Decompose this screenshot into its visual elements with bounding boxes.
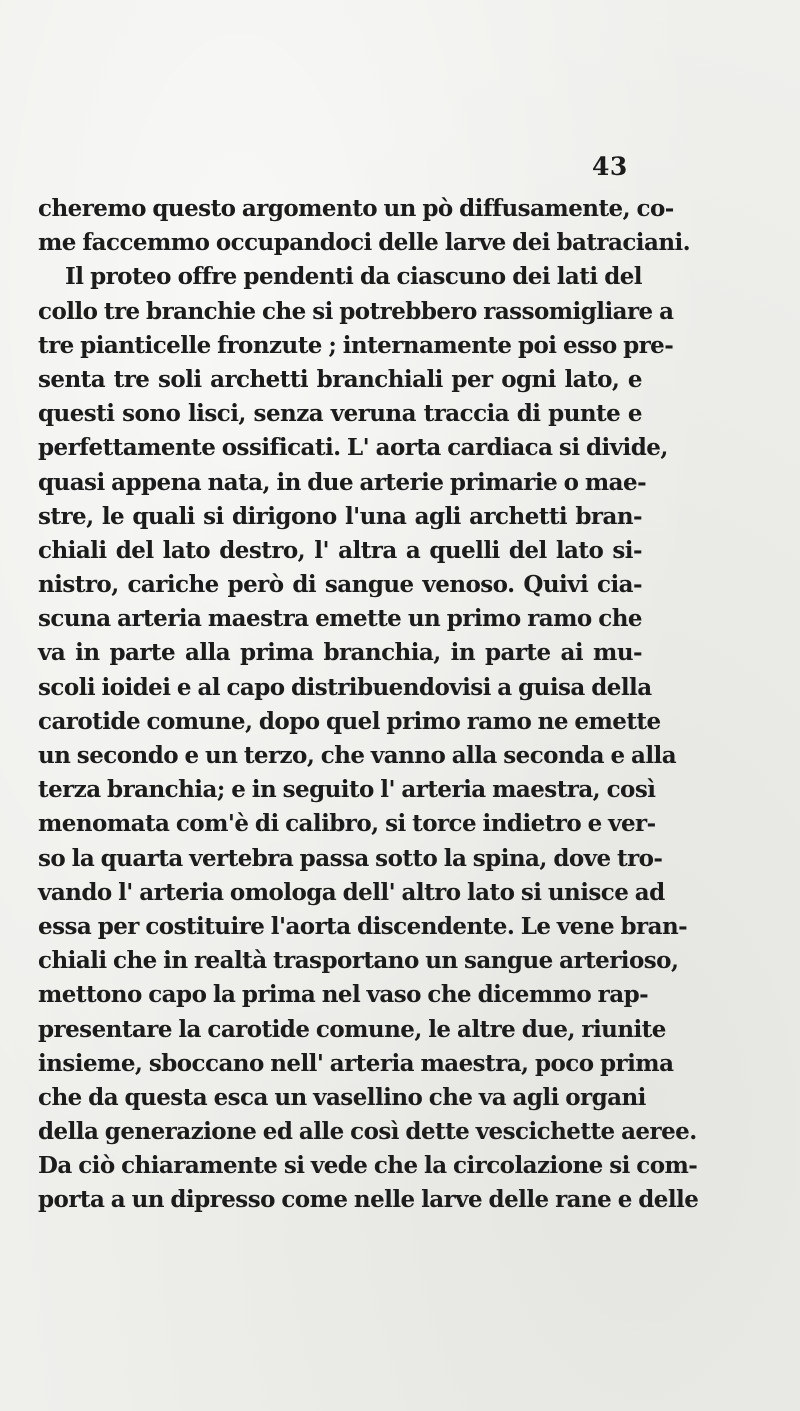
text-line: porta a un dipresso come nelle larve delle rane e delle	[38, 1186, 699, 1214]
text-line: scuna arteria maestra emette un primo ramo che	[38, 605, 642, 633]
text-line: chiali del lato destro, l' altra a quelli del lato si-	[38, 536, 642, 564]
text-line: questi sono lisci, senza veruna traccia di punte e	[38, 400, 642, 428]
text-line: stre, le quali si dirigono l'una agli archetti bran-	[38, 502, 642, 530]
text-line: Da ciò chiaramente si vede che la circolazione si com-	[38, 1152, 698, 1180]
text-line: nistro, cariche però di sangue venoso. Quivi cia-	[38, 571, 642, 599]
text-line: un secondo e un terzo, che vanno alla seconda e alla	[38, 742, 677, 769]
text-line: collo tre branchie che si potrebbero rassomigliare a	[38, 297, 674, 325]
text-line: che da questa esca un vasellino che va agli organi	[38, 1083, 646, 1111]
text-line: vando l' arteria omologa dell' altro lato si unisce ad	[38, 878, 665, 906]
text-line: senta tre soli archetti branchiali per ogni lato, e	[38, 365, 642, 393]
text-line: mettono capo la prima nel vaso che dicemmo rap-	[38, 981, 649, 1009]
text-line: terza branchia; e in seguito l' arteria maestra, così	[38, 776, 656, 804]
text-line: insieme, sboccano nell' arteria maestra, poco prima	[38, 1049, 674, 1077]
text-line: perfettamente ossificati. L' aorta cardiaca si divide,	[38, 434, 668, 462]
text-line: della generazione ed alle così dette vescichette aeree.	[38, 1118, 697, 1146]
text-line: tre pianticelle fronzute ; internamente poi esso pre-	[38, 331, 674, 359]
text-line: so la quarta vertebra passa sotto la spina, dove tro-	[38, 844, 663, 872]
text-line: menomata com'è di calibro, si torce indietro e ver-	[38, 810, 656, 838]
paragraph-start-line: Il proteo offre pendenti da ciascuno dei lati del	[65, 263, 642, 291]
text-line: va in parte alla prima branchia, in parte ai mu-	[38, 639, 642, 667]
text-line: carotide comune, dopo quel primo ramo ne emette	[38, 707, 661, 735]
text-line: presentare la carotide comune, le altre due, riunite	[38, 1015, 666, 1043]
text-line: quasi appena nata, in due arterie primarie o mae-	[38, 468, 647, 496]
text-line: scoli ioidei e al capo distribuendovisi a guisa della	[38, 673, 652, 701]
text-line: cheremo questo argomento un pò diffusamente, co-	[38, 195, 674, 222]
text-line: essa per costituire l'aorta discendente. Le vene bran-	[38, 912, 688, 940]
page-number: 43	[592, 152, 628, 181]
text-line: me faccemmo occupandoci delle larve dei batraciani.	[38, 229, 691, 257]
text-line: chiali che in realtà trasportano un sangue arterioso,	[38, 947, 679, 975]
body-text	[38, 192, 699, 1218]
